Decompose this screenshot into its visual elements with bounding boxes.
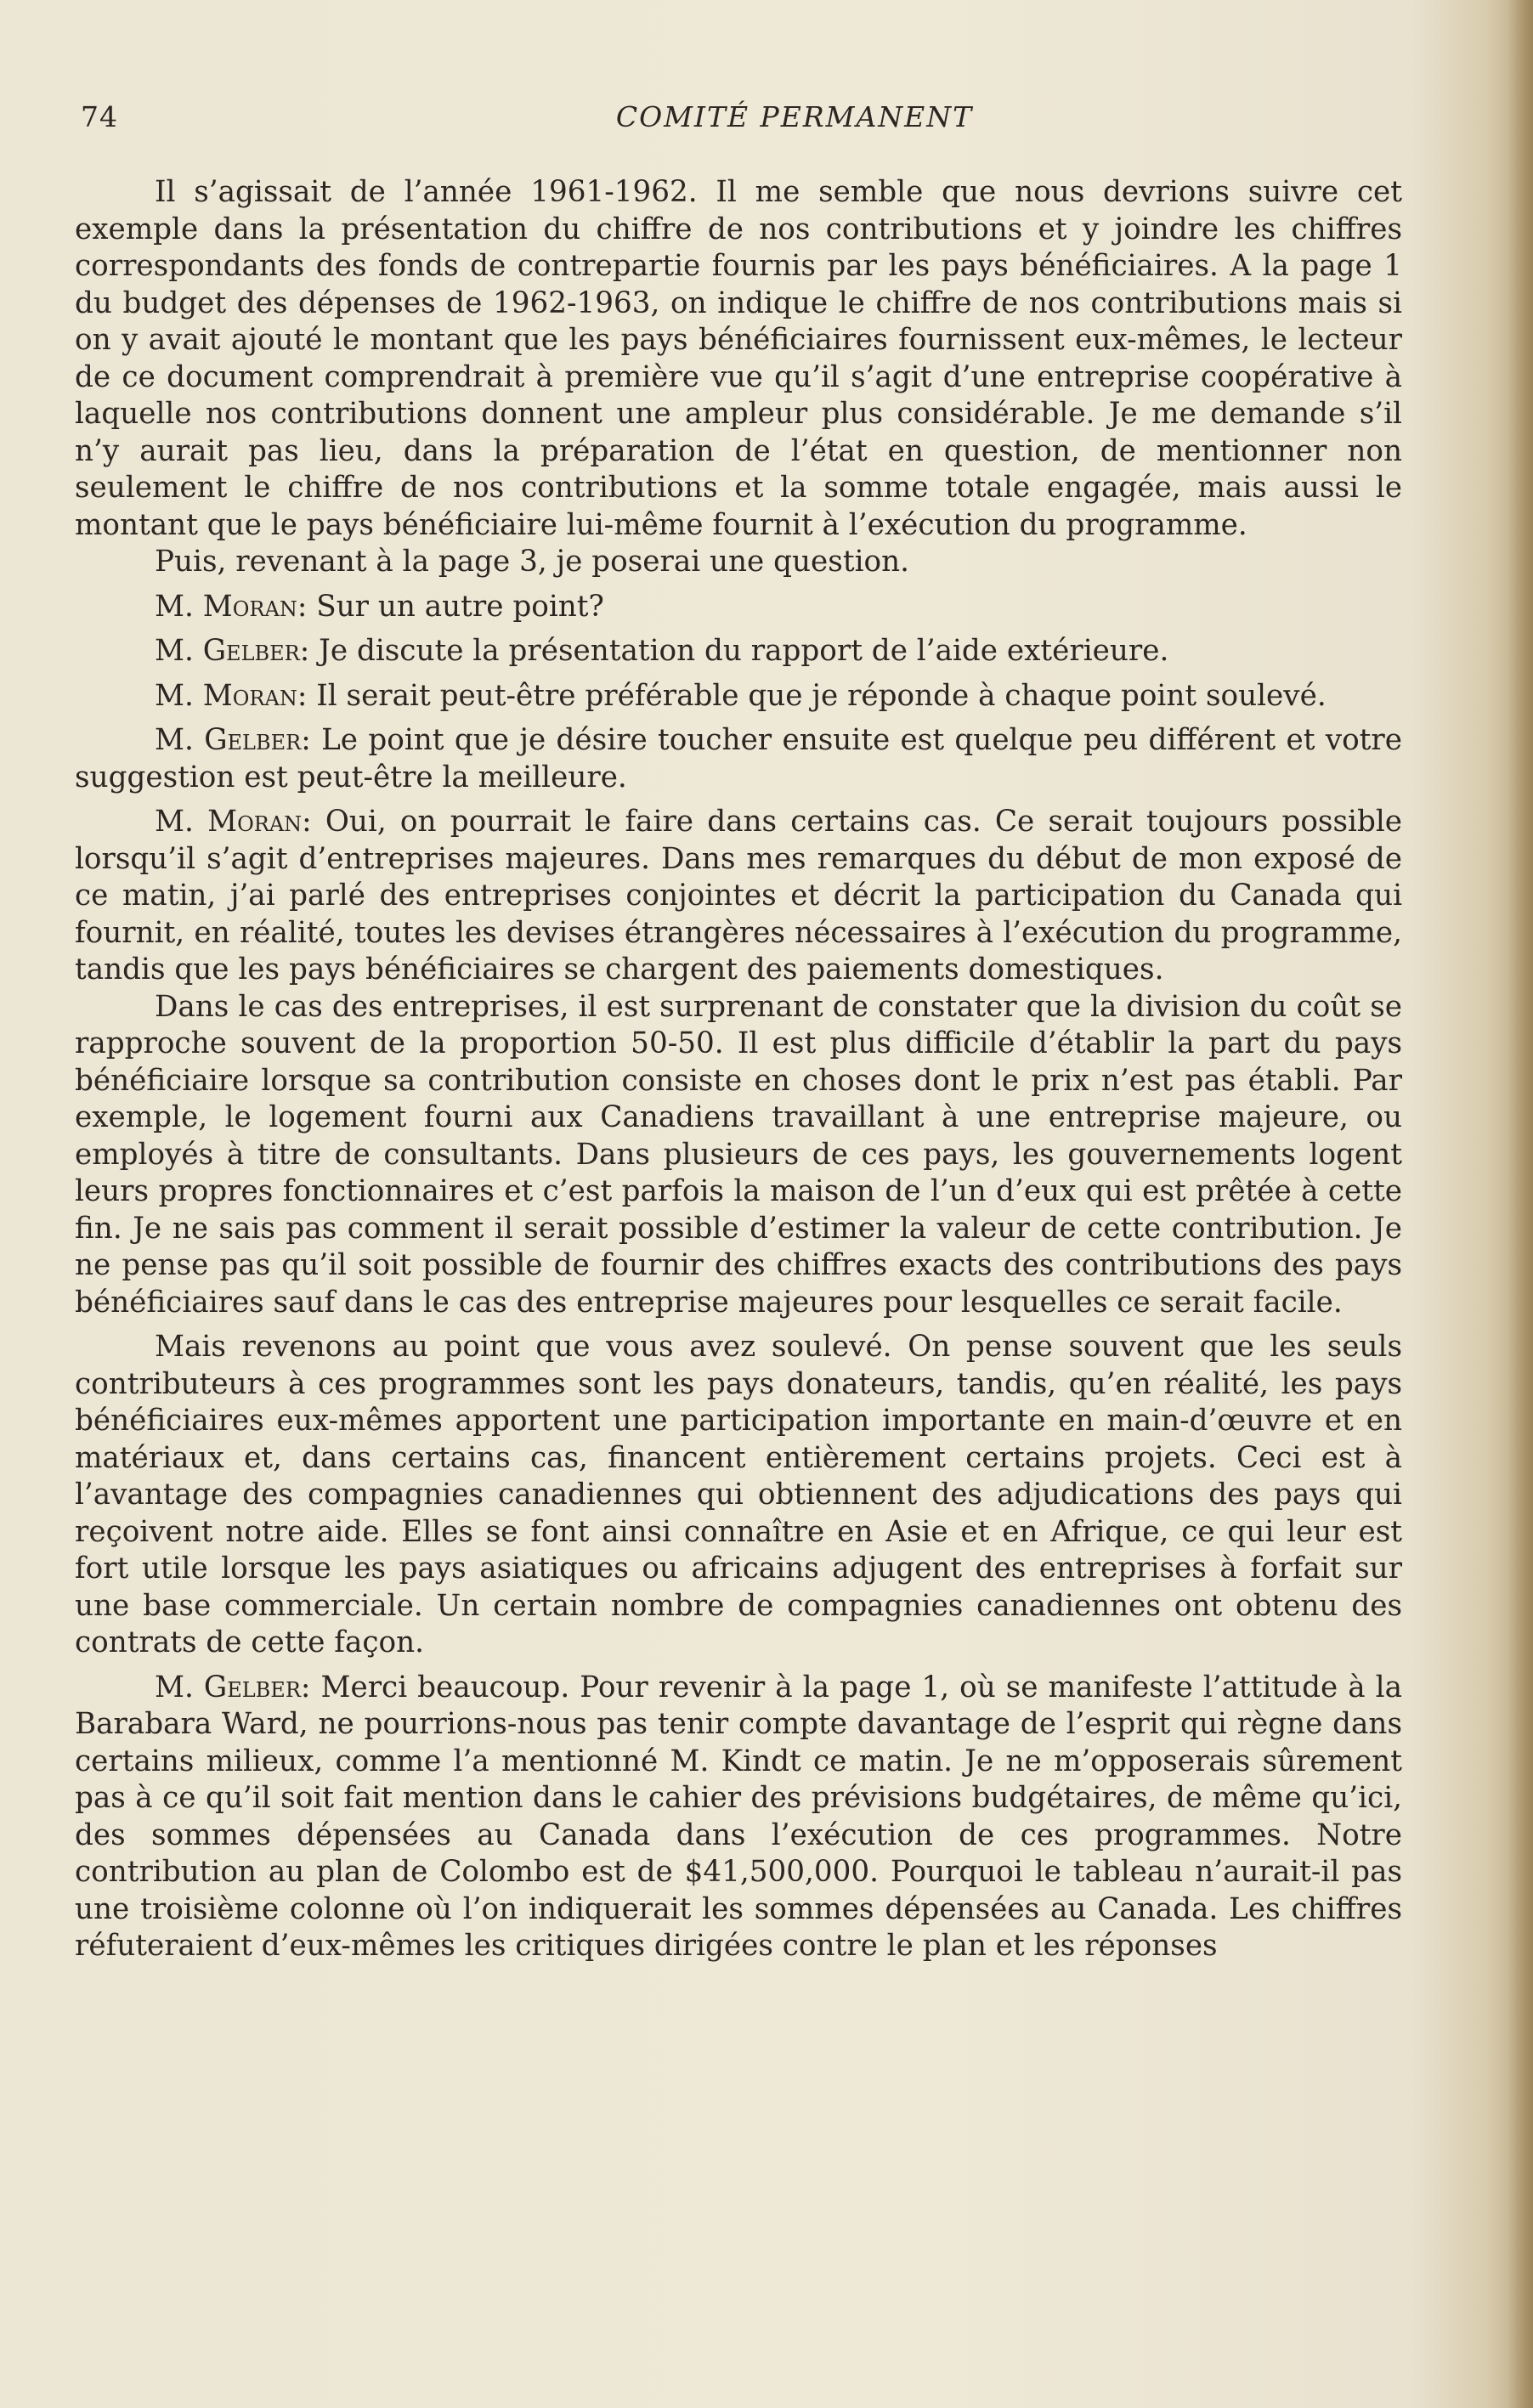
paragraph-text: Merci beaucoup. Pour revenir à la page 1, où se manifeste l’attitude à la Barabara Ward, ne pourrions-nous pas tenir compte davantage de l’esprit qui règne dans certains milieux, comme l’a mentionné M. Kindt ce matin. Je ne m’opposerais sûrement pas à ce qu’il soit fait mention dans le cahier des prévisions budgétaires, de même qu’ici, des sommes dépensées au Canada dans l’exécution de ces programmes. Notre contribution au plan de Colombo est de $41,500,000. Pourquoi le tableau n’aurait-il pas une troisième colonne où l’on indiquerait les sommes dépensées au Canada. Les chiffres réfuteraient d’eux-mêmes les critiques dirigées contre le plan et les réponses [75, 1670, 1402, 1963]
paragraph-1 [75, 174, 1402, 544]
speaker-name: M. Moran: [155, 805, 312, 839]
paragraph-4 [75, 633, 1402, 670]
speaker-name: M. Moran: [155, 678, 308, 713]
paragraph-2 [75, 544, 1402, 581]
speaker-name: M. Gelber: [155, 723, 311, 757]
paragraph-6 [75, 722, 1402, 796]
paragraph-text: Il serait peut-être préférable que je réponde à chaque point soulevé. [316, 678, 1327, 713]
paragraph-text: Dans le cas des entreprises, il est surprenant de constater que la division du coût se rapproche souvent de la proportion 50-50. Il est plus difficile d’établir la part du pays bénéficiaire lorsque sa contribution consiste en choses dont le prix n’est pas établi. Par exemple, le logement fourni aux Canadiens travaillant à une entreprise majeure, ou employés à titre de consultants. Dans plusieurs de ces pays, les gouvernements logent leurs propres fonctionnaires et c’est parfois la maison de l’un d’eux qui est prêtée à cette fin. Je ne sais pas comment il serait possible d’estimer la valeur de cette contribution. Je ne pense pas qu’il soit possible de fournir des chiffres exacts des contributions des pays bénéficiaires sauf dans le cas des entreprise majeures pour lesquelles ce serait facile. [75, 989, 1402, 1320]
running-head: COMITÉ PERMANENT [615, 100, 974, 133]
paragraph-text: Il s’agissait de l’année 1961-1962. Il me semble que nous devrions suivre cet exemple dans la présentation du chiffre de nos contributions et y joindre les chiffres correspondants des fonds de contrepartie fournis par les pays bénéficiaires. A la page 1 du budget des dépenses de 1962-1963, on indique le chiffre de nos contributions mais si on y avait ajouté le montant que les pays bénéficiaires fournissent eux-mêmes, le lecteur de ce document comprendrait à première vue qu’il s’agit d’une entreprise coopérative à laquelle nos contributions donnent une ampleur plus considérable. Je me demande s’il n’y aurait pas lieu, dans la préparation de l’état en question, de mentionner non seulement le chiffre de nos contributions et la somme totale engagée, mais aussi le montant que le pays bénéficiaire lui-même fournit à l’exécution du programme. [75, 175, 1402, 542]
paragraph-text: Mais revenons au point que vous avez soulevé. On pense souvent que les seuls contributeurs à ces programmes sont les pays donateurs, tandis, qu’en réalité, les pays bénéficiaires eux-mêmes apportent une participation importante en main-d’œuvre et en matériaux et, dans certains cas, financent entièrement certains projets. Ceci est à l’avantage des compagnies canadiennes qui obtiennent des adjudications des pays qui reçoivent notre aide. Elles se font ainsi connaître en Asie et en Afrique, ce qui leur est fort utile lorsque les pays asiatiques ou africains adjugent des entreprises à forfait sur une base commerciale. Un certain nombre de compagnies canadiennes ont obtenu des contrats de cette façon. [75, 1330, 1402, 1659]
speaker-name: M. Gelber: [155, 634, 310, 668]
page-header [81, 100, 1406, 143]
page-binding-shadow [1508, 0, 1533, 2408]
paragraph-9 [75, 1329, 1402, 1662]
paragraph-text: Puis, revenant à la page 3, je poserai une question. [155, 545, 909, 579]
speaker-name: M. Gelber: [155, 1670, 311, 1704]
page-number: 74 [81, 100, 118, 133]
paragraph-text: Je discute la présentation du rapport de l’aide extérieure. [319, 634, 1169, 668]
paragraph-5 [75, 678, 1402, 715]
paragraph-text: Le point que je désire toucher ensuite est quelque peu différent et votre suggestion est peut-être la meilleure. [75, 723, 1402, 794]
paragraph-text: Oui, on pourrait le faire dans certains cas. Ce serait toujours possible lorsqu’il s’agit d’entreprises majeures. Dans mes remarques du début de mon exposé de ce matin, j’ai parlé des entreprises conjointes et décrit la participation du Canada qui fournit, en réalité, toutes les devises étrangères nécessaires à l’exécution du programme, tandis que les pays bénéficiaires se chargent des paiements domestiques. [75, 805, 1402, 986]
speaker-name: M. Moran: [155, 589, 308, 624]
paragraph-7 [75, 804, 1402, 989]
paragraph-3 [75, 589, 1402, 626]
paragraph-text: Sur un autre point? [316, 589, 604, 624]
paragraph-8 [75, 989, 1402, 1322]
paragraph-10 [75, 1670, 1402, 1965]
body-text [75, 174, 1402, 1965]
